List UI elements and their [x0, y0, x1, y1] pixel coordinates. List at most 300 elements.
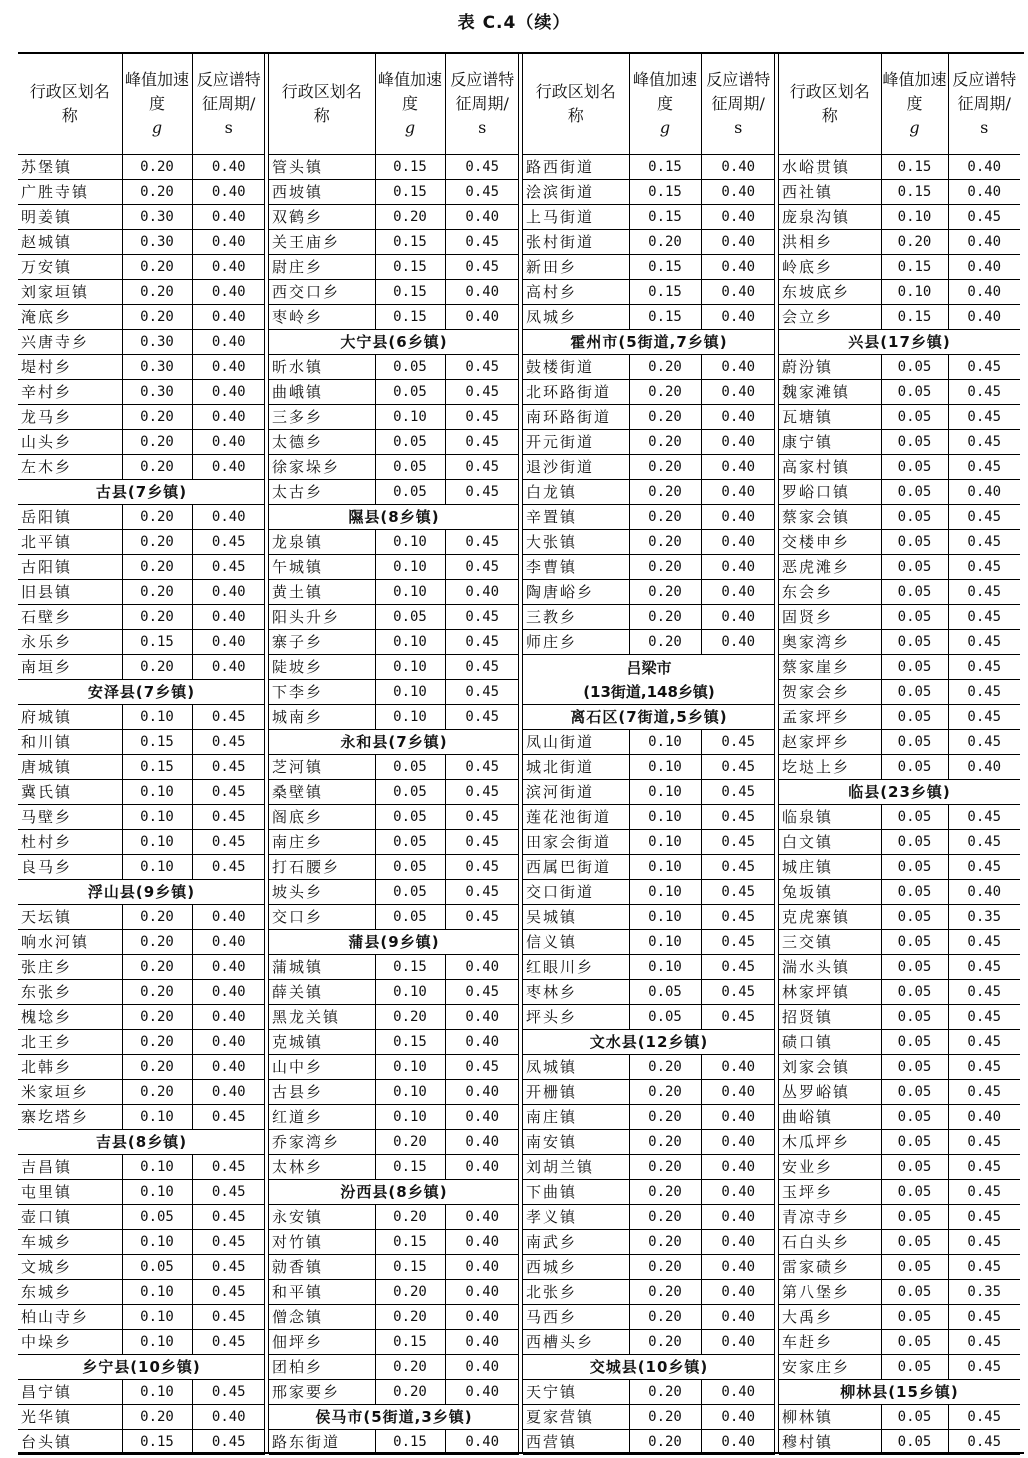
- spectrum-period-value: 0.45: [445, 555, 519, 580]
- peak-acceleration-value: 0.05: [881, 355, 948, 380]
- peak-acceleration-value: 0.15: [122, 755, 192, 780]
- table-body: [779, 155, 1020, 1455]
- header-pga-label: 峰值加速度: [124, 70, 189, 113]
- spectrum-period-value: 0.45: [948, 505, 1020, 530]
- peak-acceleration-value: 0.05: [629, 980, 701, 1005]
- township-name: 刘家会镇: [779, 1055, 881, 1080]
- table-row: [779, 655, 1020, 680]
- table-row: [269, 980, 519, 1005]
- table-row: [779, 930, 1020, 955]
- header-spectrum-period: [192, 54, 265, 155]
- spectrum-period-value: 0.45: [445, 255, 519, 280]
- spectrum-period-value: 0.45: [948, 630, 1020, 655]
- township-name: 丛罗峪镇: [779, 1080, 881, 1105]
- spectrum-period-value: 0.45: [948, 680, 1020, 705]
- header-spectrum-period: [948, 54, 1020, 155]
- peak-acceleration-value: 0.20: [122, 1005, 192, 1030]
- header-pga-unit: g: [909, 118, 920, 137]
- spectrum-period-value: 0.45: [192, 530, 265, 555]
- spectrum-period-value: 0.40: [701, 405, 775, 430]
- spectrum-period-value: 0.45: [192, 1255, 265, 1280]
- peak-acceleration-value: 0.20: [122, 1030, 192, 1055]
- spectrum-period-value: 0.40: [701, 1305, 775, 1330]
- table-row: [18, 580, 265, 605]
- township-name: 三多乡: [269, 405, 375, 430]
- table-row: [18, 255, 265, 280]
- table-row: [18, 730, 265, 755]
- peak-acceleration-value: 0.05: [881, 1305, 948, 1330]
- table-row: [523, 555, 775, 580]
- peak-acceleration-value: 0.20: [629, 505, 701, 530]
- township-name: 安家庄乡: [779, 1355, 881, 1380]
- peak-acceleration-value: 0.05: [375, 855, 445, 880]
- peak-acceleration-value: 0.20: [629, 1180, 701, 1205]
- table-row: [523, 255, 775, 280]
- spectrum-period-value: 0.45: [948, 855, 1020, 880]
- spectrum-period-value: 0.45: [192, 1305, 265, 1330]
- spectrum-period-value: 0.40: [701, 1205, 775, 1230]
- spectrum-period-value: 0.45: [948, 705, 1020, 730]
- spectrum-period-value: 0.40: [445, 1230, 519, 1255]
- table-row: [779, 1280, 1020, 1305]
- page-title: 表 C.4（续）: [457, 13, 571, 33]
- township-name: 良马乡: [18, 855, 122, 880]
- table-row: [269, 430, 519, 455]
- peak-acceleration-value: 0.05: [375, 430, 445, 455]
- table-row: [18, 430, 265, 455]
- table-row: [18, 155, 265, 180]
- table-row: [269, 855, 519, 880]
- peak-acceleration-value: 0.05: [881, 1330, 948, 1355]
- table-row: [18, 1105, 265, 1130]
- peak-acceleration-value: 0.05: [881, 1180, 948, 1205]
- table-row: [779, 755, 1020, 780]
- spectrum-period-value: 0.45: [948, 930, 1020, 955]
- township-name: 瓦塘镇: [779, 405, 881, 430]
- peak-acceleration-value: 0.05: [881, 1230, 948, 1255]
- peak-acceleration-value: 0.15: [629, 280, 701, 305]
- header-period-label: 反应谱特征周期/: [450, 70, 515, 113]
- spectrum-period-value: 0.45: [701, 805, 775, 830]
- table-row: [269, 455, 519, 480]
- table-row: [18, 1405, 265, 1430]
- peak-acceleration-value: 0.20: [375, 1380, 445, 1405]
- table-header: [779, 54, 1020, 155]
- table-row: [18, 655, 265, 680]
- spectrum-period-value: 0.40: [701, 1180, 775, 1205]
- spectrum-period-value: 0.40: [701, 180, 775, 205]
- table-row: [269, 755, 519, 780]
- header-spectrum-period: [701, 54, 775, 155]
- township-name: 勍香镇: [269, 1255, 375, 1280]
- township-name: 浍滨街道: [523, 180, 629, 205]
- city-name: 吕梁市: [626, 658, 672, 677]
- spectrum-period-value: 0.40: [948, 755, 1020, 780]
- township-name: 康宁镇: [779, 430, 881, 455]
- township-name: 古阳镇: [18, 555, 122, 580]
- table-header: [18, 54, 265, 155]
- peak-acceleration-value: 0.20: [629, 1055, 701, 1080]
- table-row: [779, 1405, 1020, 1430]
- table-row: [523, 455, 775, 480]
- header-peak-acceleration: [881, 54, 948, 155]
- township-name: 西坡镇: [269, 180, 375, 205]
- table-row: [18, 405, 265, 430]
- table-row: [269, 1030, 519, 1055]
- table-row: [779, 880, 1020, 905]
- spectrum-period-value: 0.40: [701, 1055, 775, 1080]
- table-row: [779, 405, 1020, 430]
- header-spectrum-period: [445, 54, 519, 155]
- table-row: [779, 1105, 1020, 1130]
- peak-acceleration-value: 0.10: [375, 1080, 445, 1105]
- peak-acceleration-value: 0.20: [122, 305, 192, 330]
- table-row: [523, 580, 775, 605]
- section-row: [269, 730, 519, 755]
- peak-acceleration-value: 0.15: [629, 180, 701, 205]
- township-name: 旧县镇: [18, 580, 122, 605]
- header-name: 行政区划名称: [779, 54, 881, 155]
- peak-acceleration-value: 0.10: [629, 755, 701, 780]
- city-section-header: [523, 655, 775, 705]
- spectrum-period-value: 0.40: [701, 480, 775, 505]
- peak-acceleration-value: 0.15: [629, 205, 701, 230]
- peak-acceleration-value: 0.30: [122, 230, 192, 255]
- table-row: [523, 980, 775, 1005]
- peak-acceleration-value: 0.10: [881, 205, 948, 230]
- spectrum-period-value: 0.45: [192, 1430, 265, 1455]
- peak-acceleration-value: 0.10: [122, 1155, 192, 1180]
- table-row: [18, 780, 265, 805]
- spectrum-period-value: 0.35: [948, 1280, 1020, 1305]
- township-name: 阁底乡: [269, 805, 375, 830]
- spectrum-period-value: 0.40: [445, 1430, 519, 1455]
- table-row: [523, 1155, 775, 1180]
- peak-acceleration-value: 0.10: [629, 855, 701, 880]
- township-name: 苏堡镇: [18, 155, 122, 180]
- county-section-header: 汾西县(8乡镇): [269, 1180, 519, 1205]
- spectrum-period-value: 0.45: [701, 830, 775, 855]
- spectrum-period-value: 0.45: [948, 205, 1020, 230]
- spectrum-period-value: 0.45: [948, 1405, 1020, 1430]
- spectrum-period-value: 0.40: [192, 905, 265, 930]
- township-name: 芝河镇: [269, 755, 375, 780]
- section-row: [523, 655, 775, 705]
- table-row: [523, 355, 775, 380]
- township-name: 杜村乡: [18, 830, 122, 855]
- peak-acceleration-value: 0.20: [122, 530, 192, 555]
- table-row: [523, 805, 775, 830]
- spectrum-period-value: 0.45: [948, 830, 1020, 855]
- peak-acceleration-value: 0.15: [375, 280, 445, 305]
- table-row: [269, 280, 519, 305]
- township-name: 高家村镇: [779, 455, 881, 480]
- peak-acceleration-value: 0.20: [629, 355, 701, 380]
- table-row: [18, 855, 265, 880]
- spectrum-period-value: 0.45: [192, 755, 265, 780]
- table-row: [269, 630, 519, 655]
- table-row: [523, 1080, 775, 1105]
- township-name: 下李乡: [269, 680, 375, 705]
- spectrum-period-value: 0.40: [701, 605, 775, 630]
- spectrum-period-value: 0.45: [701, 730, 775, 755]
- table-header: [269, 54, 519, 155]
- township-name: 木瓜坪乡: [779, 1130, 881, 1155]
- township-name: 蔡家会镇: [779, 505, 881, 530]
- spectrum-period-value: 0.45: [192, 1180, 265, 1205]
- header-pga-label: 峰值加速度: [632, 70, 697, 113]
- township-name: 孝义镇: [523, 1205, 629, 1230]
- spectrum-period-value: 0.45: [445, 705, 519, 730]
- spectrum-period-value: 0.40: [192, 280, 265, 305]
- table-row: [523, 1430, 775, 1455]
- table-row: [779, 580, 1020, 605]
- peak-acceleration-value: 0.20: [122, 455, 192, 480]
- spectrum-period-value: 0.45: [192, 705, 265, 730]
- table-row: [18, 1005, 265, 1030]
- table-row: [269, 880, 519, 905]
- table-row: [269, 905, 519, 930]
- county-section-header: 兴县(17乡镇): [779, 330, 1020, 355]
- peak-acceleration-value: 0.05: [881, 1130, 948, 1155]
- peak-acceleration-value: 0.15: [375, 1155, 445, 1180]
- spectrum-period-value: 0.40: [701, 455, 775, 480]
- table-row: [18, 805, 265, 830]
- peak-acceleration-value: 0.20: [629, 405, 701, 430]
- peak-acceleration-value: 0.20: [629, 230, 701, 255]
- spectrum-period-value: 0.40: [445, 1005, 519, 1030]
- township-name: 会立乡: [779, 305, 881, 330]
- peak-acceleration-value: 0.05: [881, 505, 948, 530]
- spectrum-period-value: 0.45: [948, 1430, 1020, 1455]
- peak-acceleration-value: 0.05: [881, 1030, 948, 1055]
- peak-acceleration-value: 0.20: [629, 1380, 701, 1405]
- data-table: [18, 54, 265, 1455]
- spectrum-period-value: 0.40: [948, 255, 1020, 280]
- township-name: 贺家会乡: [779, 680, 881, 705]
- header-pga-unit: g: [151, 118, 163, 137]
- table-row: [18, 930, 265, 955]
- spectrum-period-value: 0.45: [948, 405, 1020, 430]
- spectrum-period-value: 0.45: [445, 905, 519, 930]
- peak-acceleration-value: 0.20: [629, 1080, 701, 1105]
- township-name: 南庄乡: [269, 830, 375, 855]
- township-name: 岳阳镇: [18, 505, 122, 530]
- table-row: [269, 830, 519, 855]
- township-name: 凤山街道: [523, 730, 629, 755]
- spectrum-period-value: 0.40: [445, 1155, 519, 1180]
- table-row: [523, 480, 775, 505]
- spectrum-period-value: 0.40: [192, 230, 265, 255]
- township-name: 圪垯上乡: [779, 755, 881, 780]
- township-name: 赵家坪乡: [779, 730, 881, 755]
- peak-acceleration-value: 0.15: [375, 305, 445, 330]
- township-name: 永安镇: [269, 1205, 375, 1230]
- spectrum-period-value: 0.45: [445, 480, 519, 505]
- spectrum-period-value: 0.40: [948, 230, 1020, 255]
- peak-acceleration-value: 0.10: [375, 680, 445, 705]
- peak-acceleration-value: 0.20: [122, 180, 192, 205]
- township-name: 关王庙乡: [269, 230, 375, 255]
- table-row: [523, 1180, 775, 1205]
- spectrum-period-value: 0.45: [701, 755, 775, 780]
- township-name: 刘胡兰镇: [523, 1155, 629, 1180]
- table-row: [269, 1005, 519, 1030]
- table-row: [779, 180, 1020, 205]
- spectrum-period-value: 0.45: [948, 1055, 1020, 1080]
- peak-acceleration-value: 0.10: [629, 880, 701, 905]
- spectrum-period-value: 0.45: [445, 1055, 519, 1080]
- peak-acceleration-value: 0.20: [629, 530, 701, 555]
- spectrum-period-value: 0.45: [192, 555, 265, 580]
- township-name: 魏家滩镇: [779, 380, 881, 405]
- township-name: 昌宁镇: [18, 1380, 122, 1405]
- table-row: [269, 1055, 519, 1080]
- peak-acceleration-value: 0.05: [881, 905, 948, 930]
- spectrum-period-value: 0.45: [445, 155, 519, 180]
- township-name: 南环路街道: [523, 405, 629, 430]
- spectrum-period-value: 0.45: [701, 905, 775, 930]
- table-row: [269, 805, 519, 830]
- peak-acceleration-value: 0.10: [122, 1380, 192, 1405]
- township-name: 大禹乡: [779, 1305, 881, 1330]
- spectrum-period-value: 0.40: [445, 580, 519, 605]
- township-name: 鼓楼街道: [523, 355, 629, 380]
- county-section-header: 离石区(7街道,5乡镇): [523, 705, 775, 730]
- table-row: [779, 305, 1020, 330]
- header-period-label: 反应谱特征周期/: [706, 70, 771, 113]
- peak-acceleration-value: 0.05: [881, 730, 948, 755]
- table-row: [269, 205, 519, 230]
- table-row: [18, 830, 265, 855]
- spectrum-period-value: 0.45: [948, 355, 1020, 380]
- township-name: 李曹镇: [523, 555, 629, 580]
- spectrum-period-value: 0.40: [948, 305, 1020, 330]
- table-row: [779, 1255, 1020, 1280]
- spectrum-period-value: 0.40: [701, 1230, 775, 1255]
- township-name: 陶唐峪乡: [523, 580, 629, 605]
- table-row: [18, 1055, 265, 1080]
- table-row: [269, 705, 519, 730]
- table-row: [18, 1155, 265, 1180]
- peak-acceleration-value: 0.05: [375, 605, 445, 630]
- table-row: [18, 1255, 265, 1280]
- township-name: 恶虎滩乡: [779, 555, 881, 580]
- table-row: [269, 680, 519, 705]
- township-name: 米家垣乡: [18, 1080, 122, 1105]
- city-subdivision-count: (13街道,148乡镇): [583, 682, 715, 701]
- table-row: [779, 1330, 1020, 1355]
- spectrum-period-value: 0.45: [948, 1230, 1020, 1255]
- spectrum-period-value: 0.45: [192, 1105, 265, 1130]
- township-name: 东城乡: [18, 1280, 122, 1305]
- table-row: [523, 930, 775, 955]
- township-name: 招贤镇: [779, 1005, 881, 1030]
- township-name: 田家会街道: [523, 830, 629, 855]
- table-row: [18, 1430, 265, 1455]
- peak-acceleration-value: 0.20: [629, 480, 701, 505]
- township-name: 明姜镇: [18, 205, 122, 230]
- peak-acceleration-value: 0.05: [375, 480, 445, 505]
- table-row: [779, 1180, 1020, 1205]
- spectrum-period-value: 0.45: [948, 530, 1020, 555]
- table-row: [523, 405, 775, 430]
- table-row: [18, 505, 265, 530]
- peak-acceleration-value: 0.20: [629, 605, 701, 630]
- section-row: [523, 1030, 775, 1055]
- spectrum-period-value: 0.45: [948, 955, 1020, 980]
- peak-acceleration-value: 0.20: [375, 1005, 445, 1030]
- data-table: [779, 54, 1020, 1455]
- county-section-header: 安泽县(7乡镇): [18, 680, 265, 705]
- peak-acceleration-value: 0.10: [375, 530, 445, 555]
- peak-acceleration-value: 0.20: [629, 580, 701, 605]
- table-row: [18, 380, 265, 405]
- township-name: 冀氏镇: [18, 780, 122, 805]
- peak-acceleration-value: 0.20: [375, 1280, 445, 1305]
- peak-acceleration-value: 0.10: [122, 1180, 192, 1205]
- table-row: [779, 430, 1020, 455]
- peak-acceleration-value: 0.20: [629, 1280, 701, 1305]
- table-body: [523, 155, 775, 1455]
- spectrum-period-value: 0.40: [701, 355, 775, 380]
- township-name: 槐埝乡: [18, 1005, 122, 1030]
- table-row: [269, 955, 519, 980]
- township-name: 东会乡: [779, 580, 881, 605]
- county-section-header: 文水县(12乡镇): [523, 1030, 775, 1055]
- peak-acceleration-value: 0.10: [629, 830, 701, 855]
- data-table: [523, 54, 775, 1455]
- table-row: [779, 1030, 1020, 1055]
- township-name: 固贤乡: [779, 605, 881, 630]
- township-name: 石白头乡: [779, 1230, 881, 1255]
- section-row: [18, 680, 265, 705]
- section-row: [779, 1380, 1020, 1405]
- peak-acceleration-value: 0.05: [375, 830, 445, 855]
- peak-acceleration-value: 0.05: [881, 1155, 948, 1180]
- peak-acceleration-value: 0.15: [375, 955, 445, 980]
- spectrum-period-value: 0.40: [701, 230, 775, 255]
- spectrum-period-value: 0.45: [948, 605, 1020, 630]
- table-row: [18, 205, 265, 230]
- peak-acceleration-value: 0.05: [881, 1280, 948, 1305]
- spectrum-period-value: 0.40: [192, 205, 265, 230]
- section-row: [18, 1355, 265, 1380]
- spectrum-period-value: 0.45: [701, 855, 775, 880]
- table-row: [779, 855, 1020, 880]
- spectrum-period-value: 0.45: [445, 880, 519, 905]
- table-row: [269, 555, 519, 580]
- table-row: [779, 805, 1020, 830]
- table-row: [18, 1380, 265, 1405]
- spectrum-period-value: 0.45: [192, 855, 265, 880]
- table-panel-2: [269, 54, 519, 1452]
- township-name: 岭底乡: [779, 255, 881, 280]
- township-name: 西交口乡: [269, 280, 375, 305]
- township-name: 上马街道: [523, 205, 629, 230]
- table-row: [269, 605, 519, 630]
- table-row: [18, 1030, 265, 1055]
- section-row: [779, 780, 1020, 805]
- spectrum-period-value: 0.45: [948, 805, 1020, 830]
- section-row: [269, 330, 519, 355]
- header-peak-acceleration: [629, 54, 701, 155]
- township-name: 屯里镇: [18, 1180, 122, 1205]
- township-name: 三交镇: [779, 930, 881, 955]
- spectrum-period-value: 0.45: [948, 1030, 1020, 1055]
- township-name: 穆村镇: [779, 1430, 881, 1455]
- township-name: 午城镇: [269, 555, 375, 580]
